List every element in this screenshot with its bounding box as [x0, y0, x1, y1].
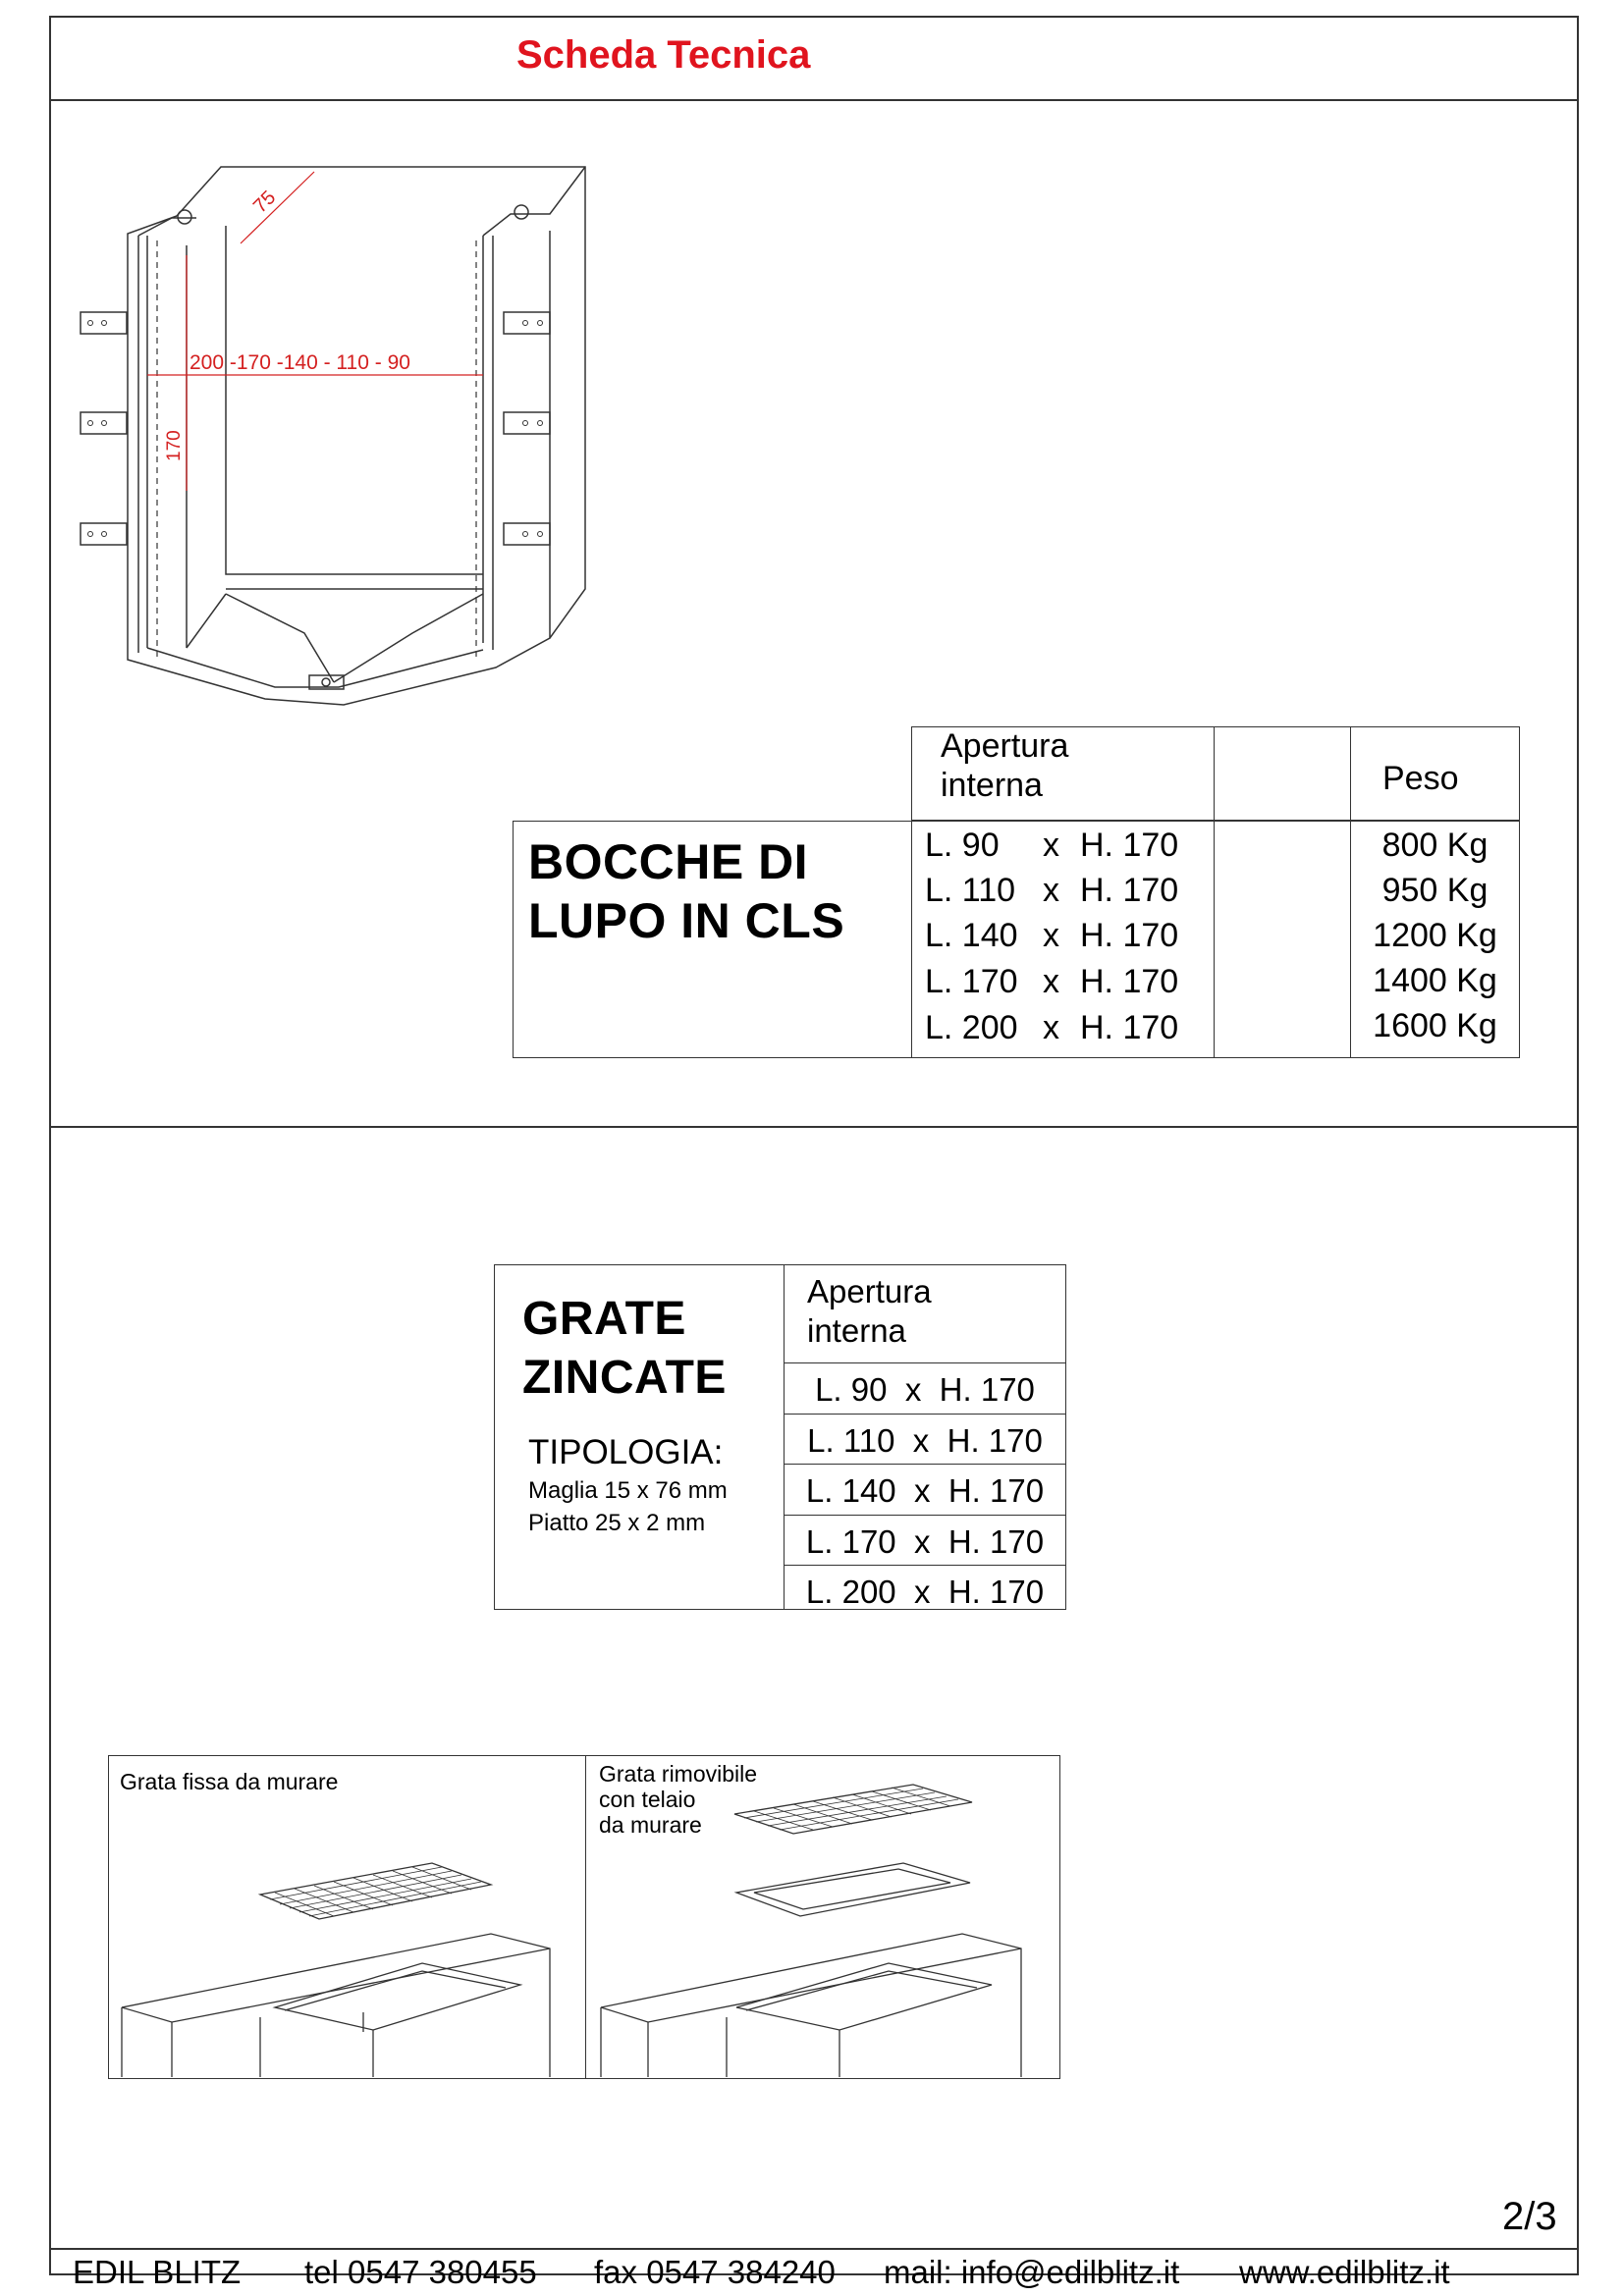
- table-row: L. 170: [925, 963, 1018, 1000]
- grate-product-name: GRATE ZINCATE: [522, 1293, 727, 1404]
- footer-website[interactable]: www.edilblitz.it: [1239, 2254, 1450, 2290]
- table-row: L. 170 x H. 170: [805, 1523, 1045, 1560]
- right-caption: Grata rimovibile con telaio da murare: [599, 1761, 758, 1838]
- row-h: H. 170: [1080, 827, 1179, 864]
- dim-height-label: 170: [164, 430, 185, 461]
- row-h: H. 170: [1080, 963, 1179, 1000]
- grate-rows: [784, 1364, 1066, 1618]
- table-row: L. 90: [925, 827, 1000, 864]
- maglia-spec: Maglia 15 x 76 mm: [528, 1477, 728, 1504]
- row-x: x: [1043, 872, 1059, 909]
- grate-illustration-drawings: [109, 1756, 1059, 2078]
- col-apertura-header: Apertura interna: [941, 727, 1069, 804]
- peso-cell: 1400 Kg: [1373, 962, 1497, 999]
- table-row: L. 110 x H. 170: [807, 1422, 1043, 1459]
- page-title: Scheda Tecnica: [516, 33, 811, 77]
- peso-cell: 800 Kg: [1381, 827, 1489, 864]
- col-peso-header: Peso: [1382, 760, 1459, 797]
- row-x: x: [1043, 917, 1059, 954]
- row-x: x: [1043, 827, 1059, 864]
- peso-values: [1350, 827, 1520, 1052]
- footer-mail[interactable]: mail: info@edilblitz.it: [884, 2254, 1180, 2290]
- table-row: L. 140: [925, 917, 1018, 954]
- row-h: H. 170: [1080, 872, 1179, 909]
- row-h: H. 170: [1080, 917, 1179, 954]
- footer-tel: tel 0547 380455: [304, 2254, 537, 2290]
- table-row: L. 90 x H. 170: [815, 1371, 1035, 1408]
- peso-cell: 950 Kg: [1381, 872, 1489, 909]
- bocca-di-lupo-drawing: [69, 147, 619, 726]
- table-row: L. 200: [925, 1009, 1018, 1046]
- section-divider: [49, 1126, 1579, 1128]
- footer-divider: [49, 2248, 1579, 2250]
- peso-cell: 1600 Kg: [1373, 1007, 1497, 1044]
- footer-fax: fax 0547 384240: [594, 2254, 836, 2290]
- tipologia-label: TIPOLOGIA:: [528, 1433, 724, 1471]
- footer-company: EDIL BLITZ: [73, 2254, 242, 2290]
- row-h: H. 170: [1080, 1009, 1179, 1046]
- page-number: 2/3: [1502, 2195, 1557, 2238]
- peso-cell: 1200 Kg: [1373, 917, 1497, 954]
- dim-depth-label: 75: [248, 187, 281, 218]
- left-caption: Grata fissa da murare: [120, 1769, 339, 1794]
- row-x: x: [1043, 963, 1059, 1000]
- table-row: L. 200 x H. 170: [805, 1574, 1045, 1610]
- header-divider: [49, 99, 1579, 101]
- piatto-spec: Piatto 25 x 2 mm: [528, 1510, 706, 1536]
- table-row: L. 110: [925, 872, 1016, 909]
- table-row: L. 140 x H. 170: [805, 1472, 1045, 1509]
- dim-widths-label: 200 -170 -140 - 110 - 90: [189, 351, 410, 374]
- row-x: x: [1043, 1009, 1059, 1046]
- grate-col-apertura-header: Apertura interna: [807, 1273, 932, 1349]
- bocche-product-name: BOCCHE DI LUPO IN CLS: [528, 834, 845, 948]
